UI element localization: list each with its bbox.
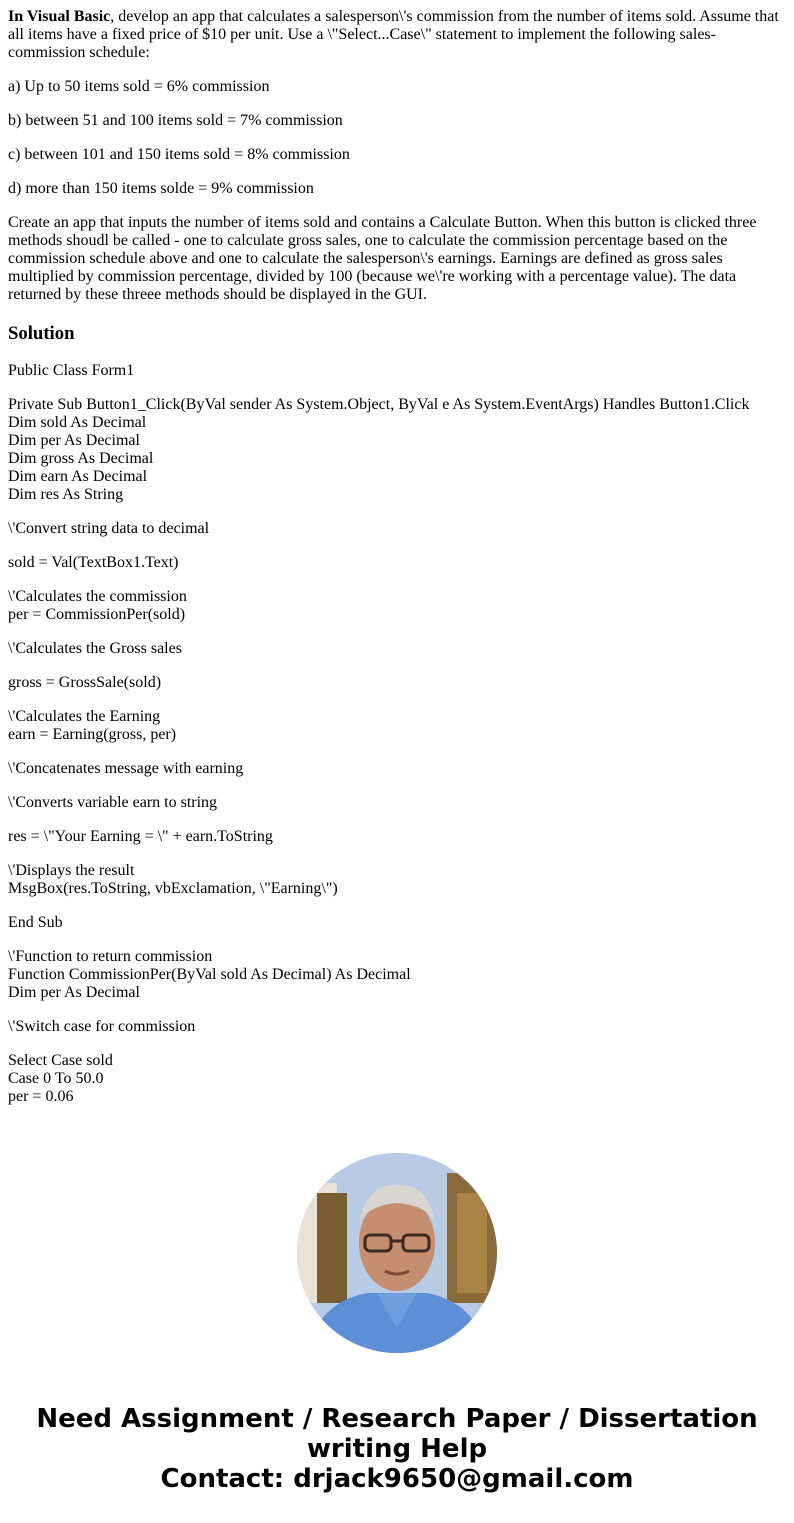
code-line: Private Sub Button1_Click(ByVal sender As System.Object, ByVal e As System.EventArgs) Handles Button1.Click bbox=[8, 396, 750, 413]
code-block bbox=[8, 1018, 786, 1036]
code-line: \'Calculates the commission bbox=[8, 588, 187, 605]
code-line: per = CommissionPer(sold) bbox=[8, 606, 186, 623]
code-line: per = 0.06 bbox=[8, 1088, 74, 1105]
code-line: Dim per As Decimal bbox=[8, 984, 140, 1001]
code-block bbox=[8, 1052, 786, 1106]
author-photo bbox=[297, 1153, 497, 1353]
code-block bbox=[8, 828, 786, 846]
code-line: \'Displays the result bbox=[8, 862, 135, 879]
code-line: \'Convert string data to decimal bbox=[8, 520, 210, 537]
solution-code bbox=[8, 362, 786, 1106]
question-details: Create an app that inputs the number of items sold and contains a Calculate Button. When this button is clicked three methods shoudl be called - one to calculate gross sales, one to calculate the commission percentage based on the commission schedule above and one to calculate the salesperson\'s earnings. Earnings are defined as gross sales multiplied by commission percentage, divided by 100 (because we\'re working with a percentage value). The data returned by these threee methods should be displayed in the GUI. bbox=[8, 214, 757, 303]
code-line: Function CommissionPer(ByVal sold As Decimal) As Decimal bbox=[8, 966, 411, 983]
code-line: Dim gross As Decimal bbox=[8, 450, 154, 467]
code-block bbox=[8, 554, 786, 572]
code-block bbox=[8, 588, 786, 624]
code-line: \'Calculates the Gross sales bbox=[8, 640, 182, 657]
code-line: Dim earn As Decimal bbox=[8, 468, 148, 485]
code-block bbox=[8, 362, 786, 380]
question-intro bbox=[8, 8, 786, 62]
code-line: \'Concatenates message with earning bbox=[8, 760, 244, 777]
schedule-item-d: d) more than 150 items solde = 9% commission bbox=[8, 180, 314, 197]
code-block bbox=[8, 862, 786, 898]
code-line: MsgBox(res.ToString, vbExclamation, \"Earning\") bbox=[8, 880, 338, 897]
code-block bbox=[8, 760, 786, 778]
portrait-illustration bbox=[297, 1153, 497, 1353]
code-line: Case 0 To 50.0 bbox=[8, 1070, 104, 1087]
question-intro-text: , develop an app that calculates a salesperson\'s commission from the number of items sold. Assume that all items have a fixed price of $10 per unit. Use a \"Select...Case\" statement to implement the following sales-commission schedule: bbox=[8, 8, 779, 61]
promo-line-1: Need Assignment / Research Paper / Dissertation bbox=[36, 1404, 758, 1434]
promo-line-2: writing Help bbox=[306, 1434, 488, 1464]
code-block bbox=[8, 948, 786, 1002]
code-block bbox=[8, 674, 786, 692]
promo-contact: Contact: drjack9650@gmail.com bbox=[160, 1464, 634, 1494]
code-block bbox=[8, 914, 786, 932]
code-line: End Sub bbox=[8, 914, 63, 931]
schedule-item-b: b) between 51 and 100 items sold = 7% commission bbox=[8, 112, 343, 129]
code-line: Dim per As Decimal bbox=[8, 432, 140, 449]
code-line: sold = Val(TextBox1.Text) bbox=[8, 554, 179, 571]
solution-heading: Solution bbox=[8, 323, 75, 344]
code-block bbox=[8, 640, 786, 658]
code-line: \'Function to return commission bbox=[8, 948, 213, 965]
schedule-item-c: c) between 101 and 150 items sold = 8% commission bbox=[8, 146, 350, 163]
question-intro-bold: In Visual Basic bbox=[8, 8, 111, 25]
code-block bbox=[8, 520, 786, 538]
code-line: Dim res As String bbox=[8, 486, 124, 503]
code-block bbox=[8, 794, 786, 812]
code-line: \'Calculates the Earning bbox=[8, 708, 161, 725]
code-line: res = \"Your Earning = \" + earn.ToString bbox=[8, 828, 273, 845]
code-line: Dim sold As Decimal bbox=[8, 414, 147, 431]
promo-banner bbox=[0, 1404, 794, 1494]
code-line: Select Case sold bbox=[8, 1052, 113, 1069]
code-block bbox=[8, 396, 786, 504]
code-line: \'Converts variable earn to string bbox=[8, 794, 218, 811]
code-line: \'Switch case for commission bbox=[8, 1018, 196, 1035]
schedule-item-a: a) Up to 50 items sold = 6% commission bbox=[8, 78, 270, 95]
code-line: earn = Earning(gross, per) bbox=[8, 726, 177, 743]
code-block bbox=[8, 708, 786, 744]
code-line: gross = GrossSale(sold) bbox=[8, 674, 162, 691]
code-line: Public Class Form1 bbox=[8, 362, 135, 379]
avatar bbox=[297, 1153, 497, 1353]
